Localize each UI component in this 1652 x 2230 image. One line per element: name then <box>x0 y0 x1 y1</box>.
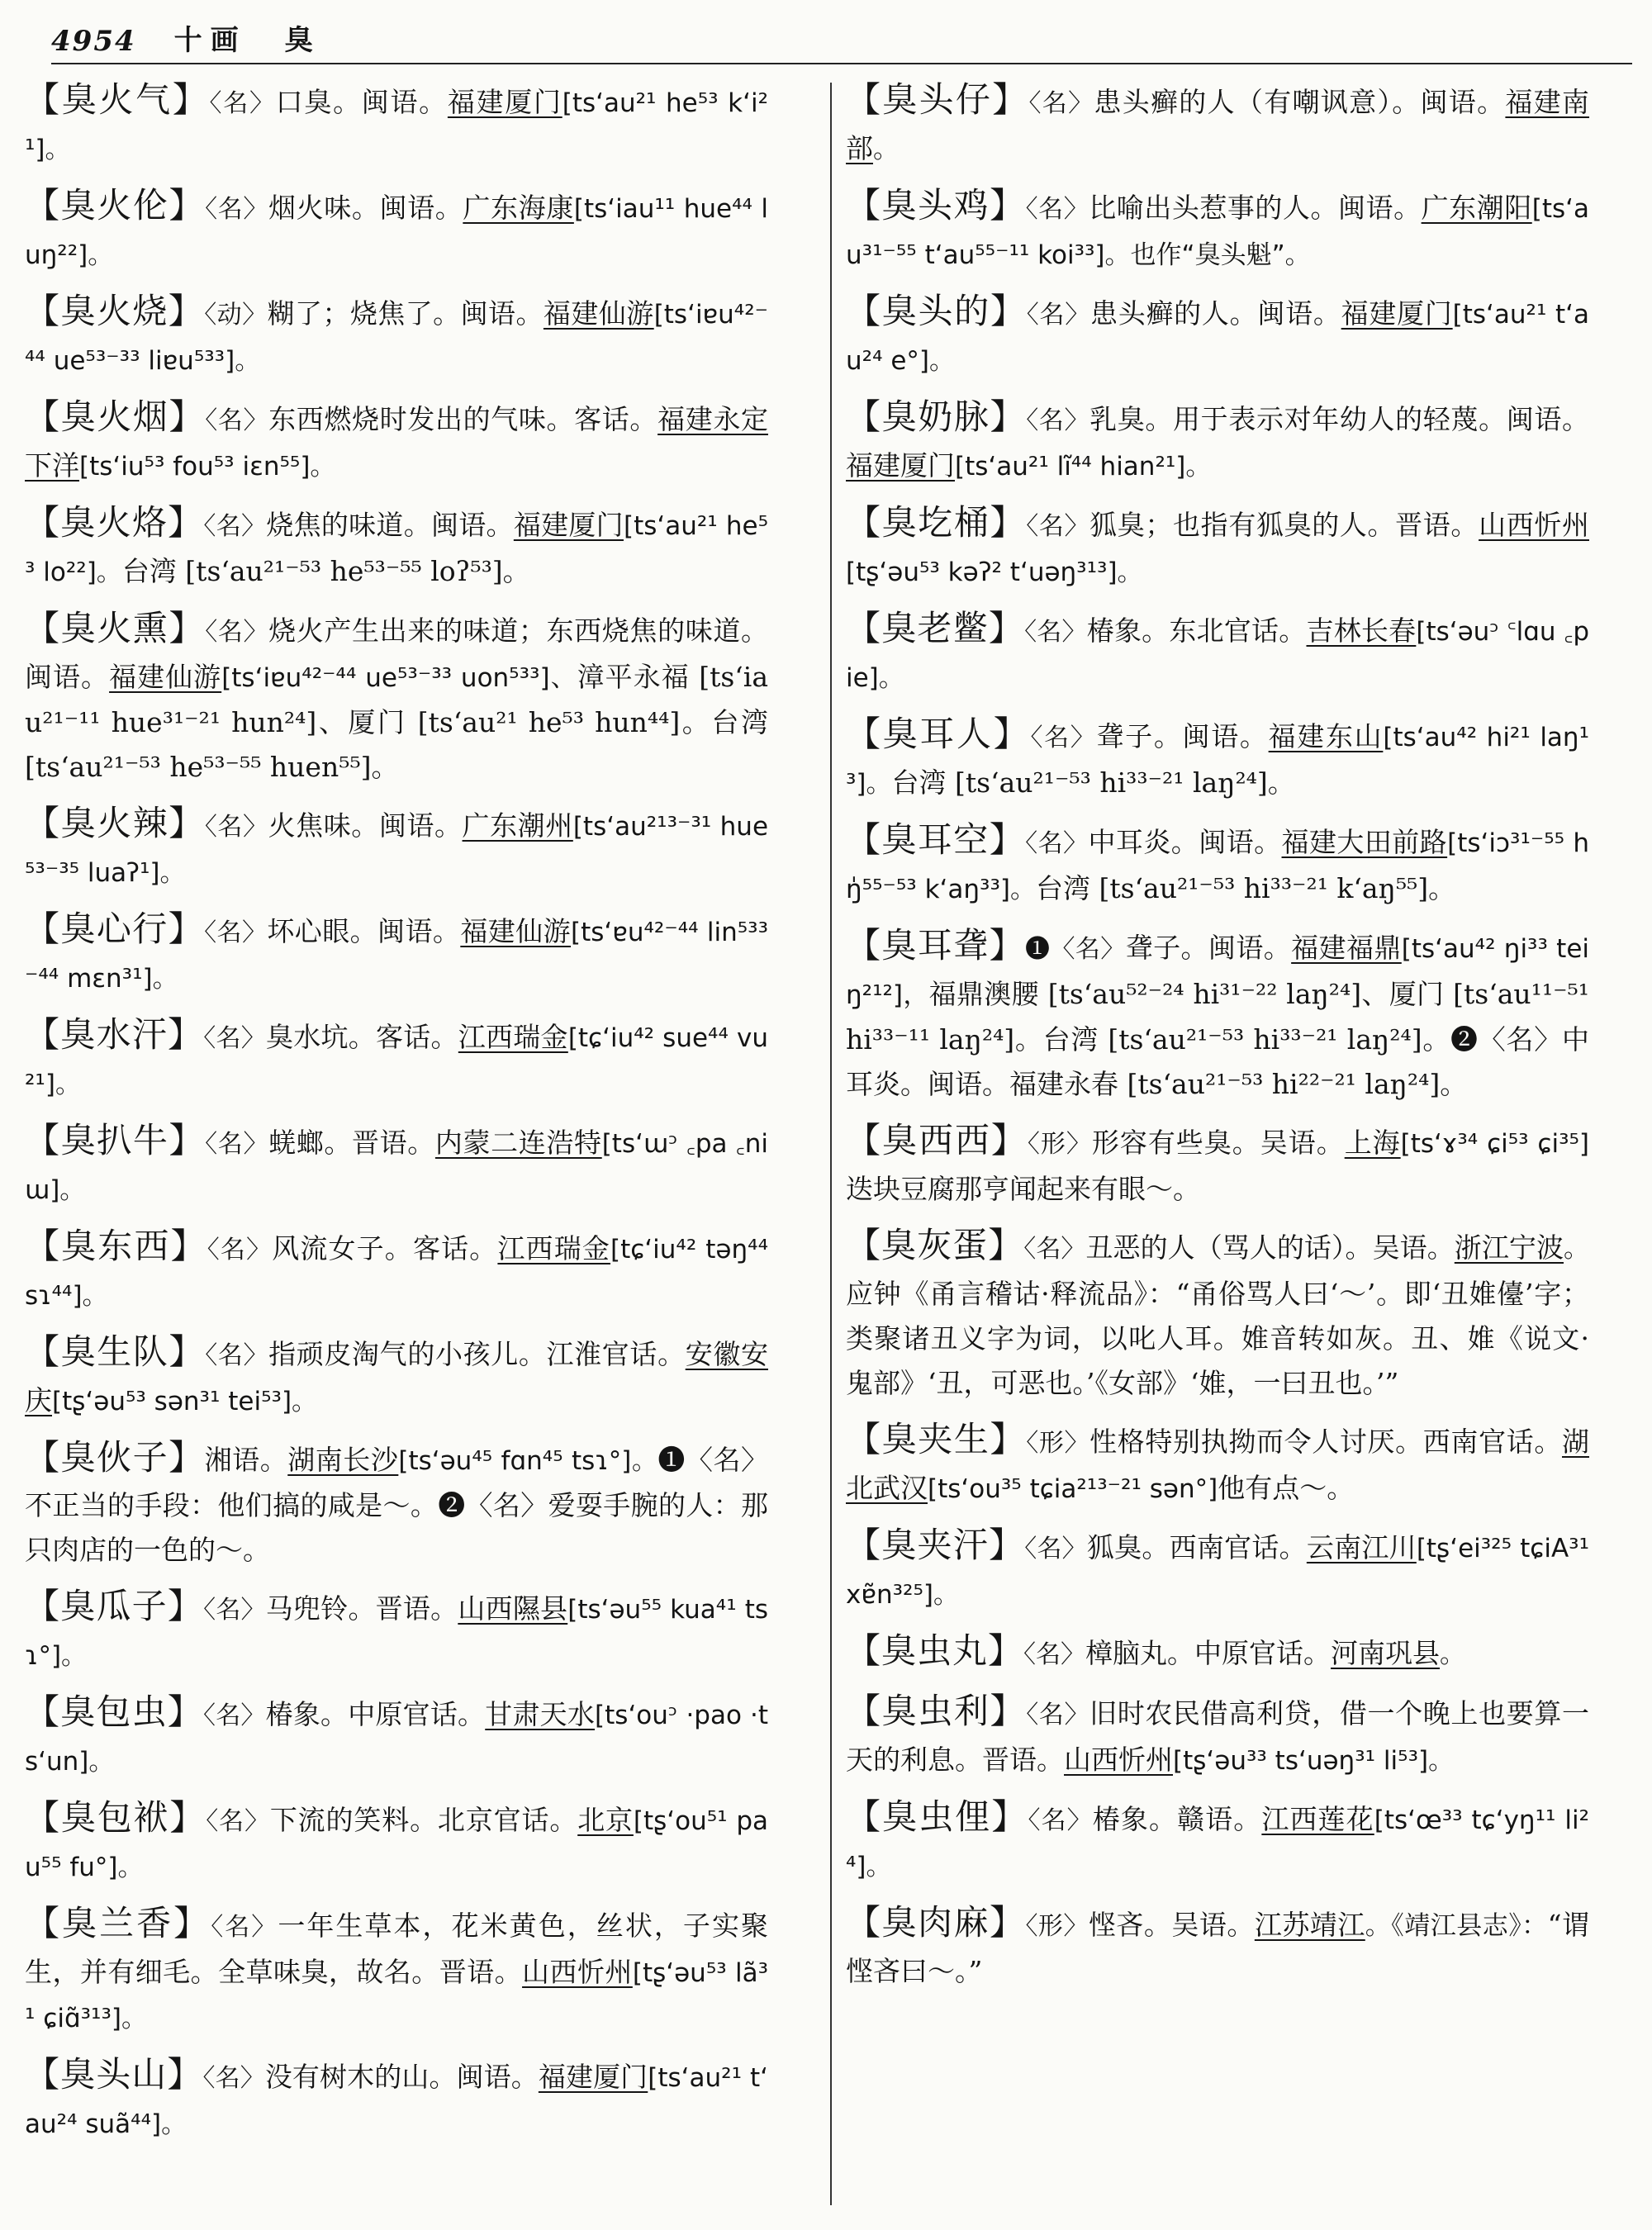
dictionary-entry <box>846 1118 1589 1212</box>
dictionary-entry <box>25 78 768 172</box>
entry-definition: 烧焦的味道。闽语。 <box>266 509 514 541</box>
dictionary-entry <box>25 1796 768 1890</box>
entry-headword: 【臭西西】 <box>846 1120 1028 1160</box>
entry-definition: 丑恶的人（骂人的话）。吴语。 <box>1085 1231 1455 1264</box>
dialect-location: 江西瑞金 <box>458 1021 568 1053</box>
dialect-location: 内蒙二连浩特 <box>434 1127 602 1159</box>
dialect-location: 安徽安庆 <box>25 1338 768 1416</box>
part-of-speech: 〈形〉 <box>1025 1912 1089 1941</box>
entry-definition: 樟脑丸。中原官话。 <box>1085 1637 1332 1669</box>
part-of-speech: 〈名〉 <box>205 406 269 435</box>
entry-headword: 【臭火辣】 <box>25 803 205 843</box>
pronunciation: [tsʻœ³³ tɕʻyŋ¹¹ li²⁴]。 <box>846 1805 1590 1881</box>
entry-headword: 【臭火气】 <box>25 79 210 120</box>
dialect-location: 福建福鼎 <box>1291 932 1402 964</box>
dialect-location: 北京 <box>577 1804 634 1836</box>
dictionary-entry <box>846 1629 1589 1677</box>
pronunciation: [tsʻou³⁵ tɕia²¹³⁻²¹ sən°] <box>928 1474 1218 1504</box>
pronunciation: [tsʻiɐu⁴²⁻⁴⁴ ue⁵³⁻³³ liɐu⁵³³]。 <box>25 300 769 376</box>
entry-headword: 【臭水汗】 <box>25 1014 204 1055</box>
pronunciation: [tʂʻəu⁵³ sən³¹ tei⁵³]。 <box>52 1387 318 1416</box>
pronunciation: [tsʻau²¹ lĩ⁴⁴ hian²¹]。 <box>955 452 1212 482</box>
dialect-location: 广东潮阳 <box>1421 192 1532 224</box>
entry-definition: 狐臭；也指有狐臭的人。晋语。 <box>1089 509 1479 541</box>
entry-definition: 悭吝。吴语。 <box>1088 1909 1255 1941</box>
entry-definition: 糊了；烧焦了。闽语。 <box>267 297 544 330</box>
part-of-speech: 〈名〉 <box>203 1596 266 1625</box>
entry-headword: 【臭兰香】 <box>25 1903 211 1943</box>
entry-headword: 【臭灰蛋】 <box>846 1225 1024 1265</box>
pronunciation: [tsʻau²¹ he⁵³ lo²²]。 <box>25 511 769 587</box>
dialect-location: 福建厦门 <box>447 86 563 118</box>
dictionary-entry <box>25 1584 768 1678</box>
pronunciation: [tʂʻəu⁵³ lã³¹ ɕiɑ̃³¹³]。 <box>25 1958 769 2033</box>
entry-continuation: 福鼎澳腰 [tsʻau⁵²⁻²⁴ hi³¹⁻²² laŋ²⁴]、厦门 [tsʻau¹¹⁻⁵¹ hi³³⁻¹¹ laŋ²⁴]。台湾 [tsʻau²¹⁻⁵³ hi³³⁻²¹ laŋ²⁴]。❷〈名〉中耳炎。闽语。福建永春 [tsʻau²¹⁻⁵³ hi²²⁻²¹ laŋ²⁴]。 <box>846 978 1589 1100</box>
entry-continuation: 台湾 [tsʻau²¹⁻⁵³ hi³³⁻²¹ laŋ²⁴]。 <box>891 766 1295 799</box>
entry-definition: 风流女子。客话。 <box>272 1232 498 1264</box>
entry-continuation: ❶〈名〉不正当的手段：他们搞的咸是～。❷〈名〉爱耍手腕的人：那只肉店的一色的～。 <box>25 1444 769 1566</box>
part-of-speech: 〈名〉 <box>1026 512 1090 541</box>
dictionary-entry <box>25 395 768 489</box>
dialect-location: 福建仙游 <box>543 297 654 330</box>
column-divider <box>830 83 832 2205</box>
entry-headword: 【臭圪桶】 <box>846 502 1027 543</box>
dictionary-entry <box>25 1013 768 1107</box>
pronunciation: [tsʻiu⁵³ fou⁵³ iɛn⁵⁵]。 <box>79 452 336 482</box>
part-of-speech: 〈名〉 <box>1026 301 1090 330</box>
entry-headword: 【臭火伦】 <box>25 185 206 225</box>
entry-headword: 【臭火烙】 <box>25 502 204 543</box>
entry-definition: 指顽皮淘气的小孩儿。江淮官话。 <box>268 1338 686 1370</box>
dialect-location: 福建厦门 <box>538 2061 648 2093</box>
entry-continuation: 应钟《甬言稽诂·释流品》：“甬俗骂人曰‘～’。即‘丑婎儓’字；类聚诸丑义字为词，以叱人耳。婎音转如灰。丑、婎《说文·鬼部》‘丑，可恶也。’《女部》‘婎，一曰丑也。’” <box>846 1278 1589 1399</box>
part-of-speech: 〈名〉 <box>206 1236 273 1264</box>
pronunciation: [tsʻouᵓ ·pao ·tsʻun]。 <box>25 1701 769 1777</box>
entry-headword: 【臭火烧】 <box>25 291 205 331</box>
dictionary-entry <box>25 907 768 1001</box>
pronunciation: 。 <box>873 135 899 164</box>
entry-definition: 蜣螂。晋语。 <box>268 1127 435 1159</box>
entry-headword: 【臭火熏】 <box>25 608 206 648</box>
part-of-speech: 〈名〉 <box>204 813 268 842</box>
entry-headword: 【臭夹汗】 <box>846 1525 1025 1565</box>
entry-headword: 【臭耳聋】 <box>846 925 1026 966</box>
part-of-speech: 〈名〉 <box>1026 406 1090 435</box>
entry-definition: 椿象。中原官话。 <box>265 1698 486 1730</box>
pronunciation: [tsʻau⁴² hi²¹ laŋ¹³]。 <box>846 723 1590 799</box>
pronunciation: 。 <box>1564 1234 1590 1264</box>
entry-headword: 【臭包虫】 <box>25 1691 204 1732</box>
entry-definition: 患头癣的人。闽语。 <box>1089 297 1341 330</box>
part-of-speech: 〈形〉 <box>1027 1130 1092 1159</box>
entry-headword: 【臭头仔】 <box>846 79 1029 120</box>
dialect-location: 江西瑞金 <box>497 1232 611 1264</box>
pronunciation: [tsʻɐu⁴²⁻⁴⁴ lin⁵³³⁻⁴⁴ mɛn³¹]。 <box>25 918 769 994</box>
page-number: 4954 <box>51 25 136 58</box>
dialect-location: 广东潮州 <box>462 809 573 842</box>
entry-definition: 乳臭。用于表示对年幼人的轻蔑。闽语。 <box>1089 403 1589 435</box>
dictionary-entry <box>25 1224 768 1318</box>
entry-definition: 马兜铃。晋语。 <box>265 1592 458 1625</box>
pronunciation: [tɕʻiu⁴² təŋ⁴⁴ sɿ⁴⁴]。 <box>25 1235 769 1311</box>
dialect-location: 河南巩县 <box>1331 1637 1441 1669</box>
entry-definition: 臭水坑。客话。 <box>266 1021 458 1053</box>
dictionary-entry <box>846 1523 1589 1617</box>
dialect-location: 甘肃天水 <box>485 1698 596 1730</box>
dialect-location: 福建仙游 <box>460 915 571 947</box>
part-of-speech: 〈名〉 <box>1023 1640 1086 1669</box>
entry-definition: 比喻出头惹事的人。闽语。 <box>1089 192 1422 224</box>
dialect-location: 福建厦门 <box>846 449 955 482</box>
pronunciation: [tsʻau²¹ tʻau²⁴ e°]。 <box>846 300 1589 376</box>
entry-definition: 烧火产生出来的味道；东西烧焦的味道。闽语。 <box>25 614 768 693</box>
dialect-location: 山西忻州 <box>522 1956 633 1988</box>
pronunciation: 。 <box>1440 1639 1466 1669</box>
part-of-speech: 〈名〉 <box>1024 1535 1087 1563</box>
dialect-location: 江苏靖江 <box>1254 1909 1365 1941</box>
part-of-speech: 〈名〉 <box>203 1024 267 1053</box>
page-header <box>51 21 1632 64</box>
entry-headword: 【臭包袱】 <box>25 1797 206 1838</box>
dialect-location: 福建永定下洋 <box>25 403 768 482</box>
pronunciation: [tsʻɯᵓ ꜀pa ꜀niɯ]。 <box>25 1129 768 1205</box>
pronunciation: [tʂʻəu³³ tsʻuəŋ³¹ li⁵³]。 <box>1173 1746 1455 1776</box>
dictionary-entry <box>846 501 1589 595</box>
entry-headword: 【臭东西】 <box>25 1226 207 1266</box>
pronunciation: [tsʻiau¹¹ hue⁴⁴ luŋ²²]。 <box>25 194 769 270</box>
entry-headword: 【臭心行】 <box>25 909 205 949</box>
dictionary-entry <box>25 606 768 790</box>
section-label: 十画 <box>173 24 247 57</box>
dialect-location: 广东海康 <box>463 192 574 224</box>
pronunciation: [tʂʻəu⁵³ kəʔ² tʻuəŋ³¹³]。 <box>846 558 1143 587</box>
part-of-speech: 〈名〉 <box>204 918 268 947</box>
dictionary-entry <box>25 1118 768 1212</box>
dictionary-entry <box>846 606 1589 700</box>
part-of-speech: 〈形〉 <box>1026 1429 1090 1458</box>
entry-headword: 【臭头的】 <box>846 291 1027 331</box>
entry-definition: 坏心眼。闽语。 <box>267 915 461 947</box>
dialect-location: 湖北武汉 <box>846 1426 1589 1504</box>
dialect-location: 福建厦门 <box>1341 297 1453 330</box>
dialect-location: 湖南长沙 <box>287 1444 399 1476</box>
entry-headword: 【臭头鸡】 <box>846 185 1026 225</box>
dialect-location: 江西莲花 <box>1261 1803 1374 1835</box>
entry-definition: 中耳炎。闽语。 <box>1088 826 1282 858</box>
part-of-speech: 〈名〉 <box>206 1807 270 1836</box>
entry-definition: 口臭。闽语。 <box>275 86 448 118</box>
dialect-location: 福建东山 <box>1268 720 1384 752</box>
pronunciation: [tɕʻiu⁴² sue⁴⁴ vu²¹]。 <box>25 1023 769 1099</box>
dialect-location: 上海 <box>1344 1127 1401 1159</box>
entry-headword: 【臭老鳖】 <box>846 608 1025 648</box>
entry-continuation: 漳平永福 [tsʻiau²¹⁻¹¹ hue³¹⁻²¹ hun²⁴]、厦门 [tsʻau²¹ he⁵³ hun⁴⁴]。台湾 [tsʻau²¹⁻⁵³ he⁵³⁻⁵⁵ huen⁵⁵]。 <box>25 661 769 783</box>
dialect-location: 山西忻州 <box>1479 509 1589 541</box>
entry-headword: 【臭扒牛】 <box>25 1120 206 1160</box>
dictionary-entry <box>846 78 1589 172</box>
pronunciation: [tsʻau²¹ tʻau²⁴ suã⁴⁴]。 <box>25 2063 768 2139</box>
part-of-speech: 〈动〉 <box>204 301 268 330</box>
entry-definition: 狐臭。西南官话。 <box>1086 1531 1307 1563</box>
part-of-speech: 〈名〉 <box>211 1913 278 1942</box>
dictionary-entry <box>846 1417 1589 1511</box>
entry-continuation: 迭块豆腐那亨闻起来有眼～。 <box>846 1173 1200 1205</box>
dialect-location: 浙江宁波 <box>1454 1231 1564 1264</box>
dictionary-entry <box>846 1223 1589 1406</box>
entry-headword: 【臭伙子】 <box>25 1437 205 1478</box>
dictionary-entry <box>846 395 1589 489</box>
part-of-speech: 〈名〉 <box>203 1701 266 1730</box>
dialect-location: 山西忻州 <box>1064 1744 1173 1776</box>
dictionary-entry <box>25 801 768 895</box>
dialect-location: 山西隰县 <box>458 1592 568 1625</box>
left-column <box>25 78 768 2158</box>
dictionary-entry <box>25 289 768 383</box>
pronunciation: [tsʻɤ³⁴ ɕi⁵³ ɕi³⁵] <box>1400 1129 1590 1159</box>
dialect-location: 福建厦门 <box>513 509 624 541</box>
entry-continuation: “谓悭吝曰～。” <box>846 1909 1590 1987</box>
entry-definition: 一年生草本，花米黄色，丝状，子实聚生，并有细毛。全草味臭，故名。晋语。 <box>25 1910 768 1988</box>
part-of-speech: 〈名〉 <box>1025 829 1089 858</box>
part-of-speech: 〈名〉 <box>205 195 268 224</box>
entry-definition: 湘语。 <box>204 1444 288 1476</box>
pronunciation: [tsʻau²¹ he⁵³ kʻi²¹]。 <box>25 88 769 164</box>
entry-headword: 【臭瓜子】 <box>25 1586 204 1626</box>
part-of-speech: ❶〈名〉 <box>1025 935 1126 964</box>
dialect-location: 福建大田前路 <box>1281 826 1448 858</box>
running-headword: 臭 <box>284 24 313 57</box>
entry-headword: 【臭奶脉】 <box>846 396 1027 437</box>
pronunciation: [tsʻəu⁵⁵ kua⁴¹ tsɿ°]。 <box>25 1595 768 1671</box>
part-of-speech: 〈名〉 <box>1026 1701 1090 1729</box>
entry-definition: 烟火味。闽语。 <box>268 192 463 224</box>
dictionary-entry <box>846 1900 1589 1994</box>
dialect-location: 福建南部 <box>846 86 1590 164</box>
dictionary-entry <box>846 818 1589 912</box>
entry-headword: 【臭头山】 <box>25 2054 203 2095</box>
entry-headword: 【臭虫丸】 <box>846 1630 1024 1671</box>
pronunciation: [tʂʻou⁵¹ pau⁵⁵ fu°]。 <box>25 1806 768 1882</box>
dictionary-entry <box>25 1435 768 1573</box>
entry-definition: 形容有些臭。吴语。 <box>1091 1127 1345 1159</box>
part-of-speech: 〈名〉 <box>202 2064 265 2093</box>
pronunciation: [tsʻəuᵓ ꜂lɑu ꜀pie]。 <box>846 617 1590 693</box>
pronunciation: [tsʻiɐu⁴²⁻⁴⁴ ue⁵³⁻³³ uon⁵³³]、 <box>221 663 577 693</box>
dictionary-entry <box>846 1689 1589 1783</box>
dictionary-entry <box>846 289 1589 383</box>
entry-definition: 东西燃烧时发出的气味。客话。 <box>268 403 658 435</box>
dictionary-entry <box>25 1690 768 1784</box>
part-of-speech: 〈名〉 <box>205 1130 269 1159</box>
entry-definition: 聋子。闽语。 <box>1096 720 1269 752</box>
part-of-speech: 〈名〉 <box>1023 1235 1086 1264</box>
entry-headword: 【臭生队】 <box>25 1331 206 1372</box>
entry-definition: 下流的笑料。北京官话。 <box>269 1804 578 1836</box>
entry-continuation: 台湾 [tsʻau²¹⁻⁵³ he⁵³⁻⁵⁵ loʔ⁵³]。 <box>121 555 530 587</box>
entry-headword: 【臭耳人】 <box>846 714 1031 754</box>
part-of-speech: 〈名〉 <box>1028 89 1094 118</box>
pronunciation: [tsʻau³¹⁻⁵⁵ tʻau⁵⁵⁻¹¹ koi³³]。也作“臭头魁”。 <box>846 194 1589 270</box>
entry-headword: 【臭虫利】 <box>846 1691 1027 1731</box>
part-of-speech: 〈名〉 <box>1030 724 1097 752</box>
pronunciation: [tsʻiɔ³¹⁻⁵⁵ hŋ̍⁵⁵⁻⁵³ kʻaŋ³³]。 <box>846 828 1590 904</box>
part-of-speech: 〈名〉 <box>1024 618 1087 647</box>
dictionary-entry <box>25 1330 768 1424</box>
dictionary-entry <box>846 923 1589 1107</box>
entry-definition: 椿象。东北官话。 <box>1086 614 1307 647</box>
entry-headword: 【臭虫俚】 <box>846 1796 1028 1837</box>
pronunciation: [tʂʻei³²⁵ tɕiA³¹ xɐ̃n³²⁵]。 <box>846 1534 1589 1610</box>
dictionary-entry <box>25 2052 768 2147</box>
part-of-speech: 〈名〉 <box>203 512 267 541</box>
pronunciation: [tsʻəu⁴⁵ fɑn⁴⁵ tsɿ°]。 <box>398 1446 658 1476</box>
part-of-speech: 〈名〉 <box>1025 195 1089 224</box>
dialect-location: 吉林长春 <box>1306 614 1417 647</box>
entry-headword: 【臭耳空】 <box>846 819 1026 860</box>
pronunciation: 。《靖江县志》： <box>1365 1911 1548 1941</box>
entry-headword: 【臭火烟】 <box>25 396 206 437</box>
entry-definition: 性格特别执拗而令人讨厌。西南官话。 <box>1089 1426 1562 1458</box>
entry-definition: 聋子。闽语。 <box>1125 932 1292 964</box>
dictionary-entry <box>25 183 768 278</box>
pronunciation: [tsʻau²¹³⁻³¹ hue⁵³⁻³⁵ luaʔ¹]。 <box>25 812 769 888</box>
entry-definition: 旧时农民借高利贷，借一个晚上也要算一天的利息。晋语。 <box>846 1697 1589 1776</box>
dictionary-entry <box>846 183 1589 278</box>
entry-headword: 【臭肉麻】 <box>846 1902 1026 1943</box>
dialect-location: 福建仙游 <box>109 661 222 693</box>
entry-headword: 【臭夹生】 <box>846 1419 1027 1459</box>
dictionary-entry <box>846 1795 1589 1889</box>
part-of-speech: 〈名〉 <box>209 89 276 118</box>
entry-definition: 椿象。赣语。 <box>1092 1803 1262 1835</box>
pronunciation: [tsʻau⁴² ŋi³³ teiŋ²¹²]， <box>846 934 1590 1010</box>
part-of-speech: 〈名〉 <box>205 1341 269 1370</box>
part-of-speech: 〈名〉 <box>1028 1806 1093 1835</box>
dialect-location: 云南江川 <box>1306 1531 1417 1563</box>
dictionary-entry <box>25 1901 768 2041</box>
entry-continuation: 他有点～。 <box>1218 1472 1355 1504</box>
entry-definition: 没有树木的山。闽语。 <box>264 2061 539 2093</box>
part-of-speech: 〈名〉 <box>205 618 269 647</box>
dictionary-entry <box>25 501 768 595</box>
entry-continuation: 台湾 [tsʻau²¹⁻⁵³ hi³³⁻²¹ kʻaŋ⁵⁵]。 <box>1035 872 1456 904</box>
entry-definition: 火焦味。闽语。 <box>268 809 463 842</box>
dictionary-entry <box>846 712 1589 806</box>
right-column <box>846 78 1589 2005</box>
entry-definition: 患头癣的人（有嘲讽意）。闽语。 <box>1094 86 1506 118</box>
